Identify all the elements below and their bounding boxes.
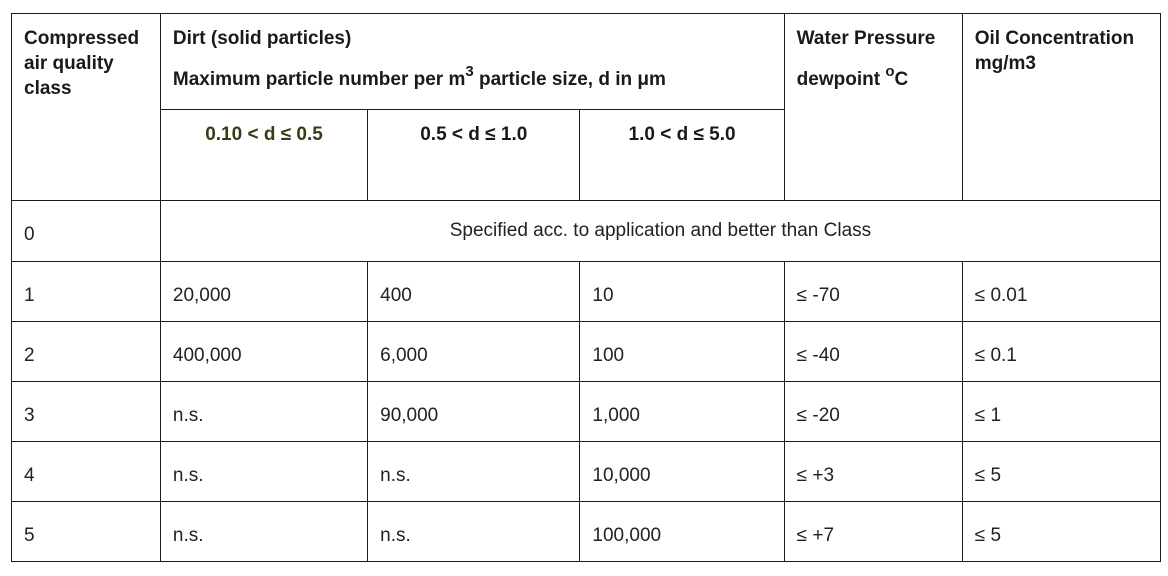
oil-header-title: Oil Concentration	[974, 28, 1135, 49]
table-row	[12, 322, 1161, 382]
dirt-subtitle-unit: particle size, d in μm	[473, 69, 666, 90]
oil-cell: ≤ 1	[962, 382, 1160, 442]
class-cell: 4	[12, 442, 161, 502]
dirt-cell-3: 100	[580, 322, 784, 382]
water-unit-text: dewpoint	[796, 69, 886, 90]
oil-cell: ≤ 5	[962, 502, 1160, 562]
oil-cell: ≤ 0.01	[962, 262, 1160, 322]
dirt-cell-2: 400	[368, 262, 580, 322]
table-row-class-0	[12, 201, 1161, 262]
table-row	[12, 442, 1161, 502]
table-row	[12, 262, 1161, 322]
subheader-size-3: 1.0 < d ≤ 5.0	[580, 110, 784, 201]
oil-header	[962, 14, 1160, 201]
dirt-header-title: Dirt (solid particles)	[172, 28, 352, 49]
dirt-cell-2: 6,000	[368, 322, 580, 382]
dirt-cell-1: n.s.	[160, 442, 367, 502]
dirt-cell-2: n.s.	[368, 502, 580, 562]
oil-cell: ≤ 0.1	[962, 322, 1160, 382]
degree-symbol: o	[885, 63, 895, 80]
oil-header-unit: mg/m3	[974, 53, 1036, 74]
dirt-cell-1: n.s.	[160, 502, 367, 562]
subheader-size-2: 0.5 < d ≤ 1.0	[368, 110, 580, 201]
table-row	[12, 382, 1161, 442]
water-header	[784, 14, 962, 201]
class-header-label: Compressed air quality class	[24, 28, 140, 99]
class-header	[12, 14, 161, 201]
dirt-cell-1: n.s.	[160, 382, 367, 442]
air-quality-table	[11, 13, 1161, 562]
subheader-size-1: 0.10 < d ≤ 0.5	[160, 110, 367, 201]
class-cell: 3	[12, 382, 161, 442]
dirt-cell-3: 10,000	[580, 442, 784, 502]
class-cell: 0	[12, 201, 161, 262]
dirt-cell-2: n.s.	[368, 442, 580, 502]
class-cell: 5	[12, 502, 161, 562]
class-0-spec: Specified acc. to application and better than Class	[160, 201, 1160, 262]
water-cell: ≤ -70	[784, 262, 962, 322]
dirt-cell-3: 100,000	[580, 502, 784, 562]
dirt-header	[160, 14, 784, 110]
class-cell: 2	[12, 322, 161, 382]
dirt-cell-2: 90,000	[368, 382, 580, 442]
header-row	[12, 14, 1161, 110]
oil-cell: ≤ 5	[962, 442, 1160, 502]
water-cell: ≤ -40	[784, 322, 962, 382]
dirt-subtitle-superscript: 3	[465, 63, 474, 80]
class-cell: 1	[12, 262, 161, 322]
dirt-cell-3: 1,000	[580, 382, 784, 442]
water-cell: ≤ +7	[784, 502, 962, 562]
water-cell: ≤ +3	[784, 442, 962, 502]
water-cell: ≤ -20	[784, 382, 962, 442]
dirt-subtitle-text: Maximum particle number per m	[172, 69, 466, 90]
dirt-cell-1: 20,000	[160, 262, 367, 322]
dirt-cell-3: 10	[580, 262, 784, 322]
dirt-cell-1: 400,000	[160, 322, 367, 382]
water-header-unit	[797, 59, 954, 92]
water-header-title: Water Pressure	[796, 28, 936, 49]
water-unit-celsius: C	[894, 69, 909, 90]
table-row	[12, 502, 1161, 562]
dirt-header-subtitle	[173, 59, 776, 92]
